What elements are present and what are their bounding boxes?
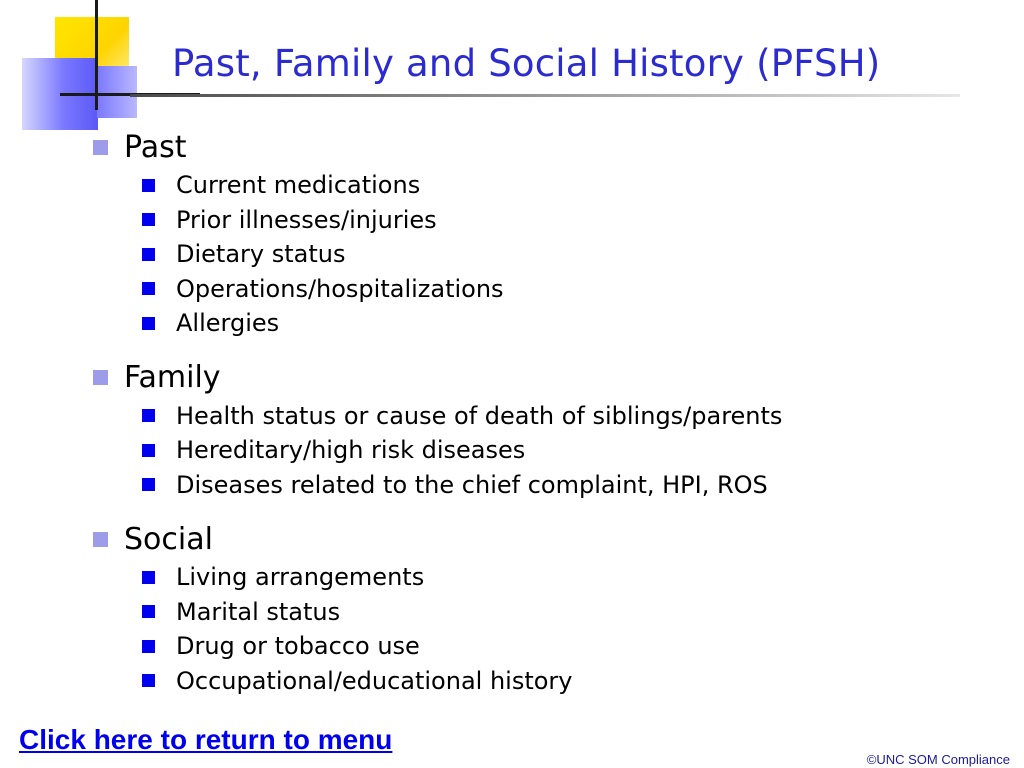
list-item-text: Hereditary/high risk diseases bbox=[176, 436, 526, 465]
list-item-text: Health status or cause of death of siblings/parents bbox=[176, 401, 783, 430]
title-underline bbox=[130, 94, 960, 97]
section-heading: Past bbox=[124, 129, 187, 165]
list-item bbox=[142, 629, 990, 664]
list-item bbox=[142, 237, 990, 272]
list-item-text: Allergies bbox=[176, 309, 280, 338]
square-bullet-icon bbox=[93, 532, 108, 547]
list-item-text: Dietary status bbox=[176, 240, 346, 269]
list-item bbox=[142, 203, 990, 238]
square-bullet-icon bbox=[142, 478, 155, 491]
square-bullet-icon bbox=[93, 140, 108, 155]
list-item-text: Operations/hospitalizations bbox=[176, 274, 504, 303]
list-item bbox=[142, 664, 990, 699]
return-to-menu-link[interactable]: Click here to return to menu bbox=[19, 724, 393, 755]
square-bullet-icon bbox=[142, 248, 155, 261]
square-bullet-icon bbox=[142, 571, 155, 584]
list-item-text: Drug or tobacco use bbox=[176, 632, 420, 661]
list-item-text: Prior illnesses/injuries bbox=[176, 205, 437, 234]
list-item-text: Current medications bbox=[176, 171, 421, 200]
list-item bbox=[142, 560, 990, 595]
square-bullet-icon bbox=[142, 282, 155, 295]
list-item-level1 bbox=[90, 126, 990, 168]
list-item-text: Occupational/educational history bbox=[176, 666, 573, 695]
list-item-text: Marital status bbox=[176, 597, 341, 626]
section-family bbox=[90, 357, 990, 503]
list-item bbox=[142, 468, 990, 503]
square-bullet-icon bbox=[142, 409, 155, 422]
list-item-level1 bbox=[90, 357, 990, 399]
section-heading: Social bbox=[124, 521, 213, 557]
list-item bbox=[142, 399, 990, 434]
square-bullet-icon bbox=[142, 317, 155, 330]
square-bullet-icon bbox=[93, 370, 108, 385]
section-heading: Family bbox=[124, 360, 221, 395]
slide-title: Past, Family and Social History (PFSH) bbox=[172, 42, 881, 85]
list-item bbox=[142, 272, 990, 307]
square-bullet-icon bbox=[142, 605, 155, 618]
section-social bbox=[90, 518, 990, 698]
decor-purple-strip bbox=[97, 66, 137, 118]
list-item-level1 bbox=[90, 518, 990, 560]
bullet-list bbox=[90, 126, 990, 714]
square-bullet-icon bbox=[142, 179, 155, 192]
list-item bbox=[142, 306, 990, 341]
section-past bbox=[90, 126, 990, 341]
list-item bbox=[142, 168, 990, 203]
square-bullet-icon bbox=[142, 444, 155, 457]
copyright-footer: ©UNC SOM Compliance bbox=[866, 752, 1010, 767]
list-item-text: Diseases related to the chief complaint, HPI, ROS bbox=[176, 470, 768, 499]
list-item bbox=[142, 433, 990, 468]
list-item-text: Living arrangements bbox=[176, 563, 425, 592]
square-bullet-icon bbox=[142, 213, 155, 226]
square-bullet-icon bbox=[142, 674, 155, 687]
list-item bbox=[142, 595, 990, 630]
square-bullet-icon bbox=[142, 640, 155, 653]
